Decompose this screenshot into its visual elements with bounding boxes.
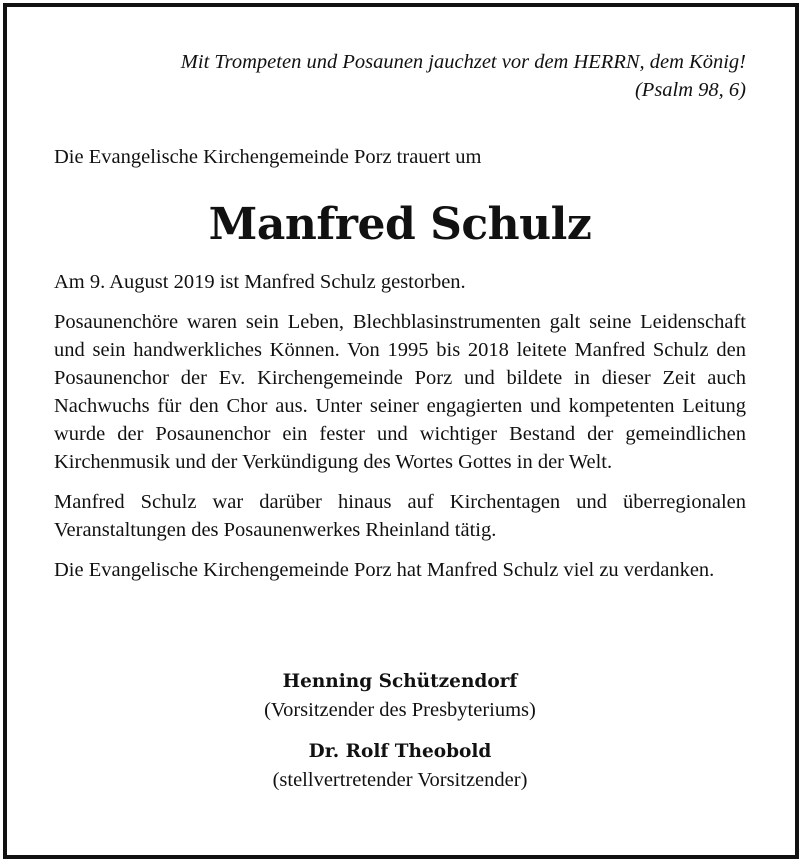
signatory-role: (Vorsitzender des Presbyteriums) — [264, 699, 536, 721]
obituary-body — [54, 268, 746, 596]
death-date-paragraph: Am 9. August 2019 ist Manfred Schulz gestorben. — [54, 271, 466, 293]
mourning-intro: Die Evangelische Kirchengemeinde Porz trauert um — [54, 146, 482, 168]
signature-block — [54, 668, 746, 808]
bible-verse-text: Mit Trompeten und Posaunen jauchzet vor dem HERRN, dem König! — [180, 51, 746, 73]
obituary-notice — [54, 48, 746, 791]
signatory-name: Henning Schützendorf — [282, 671, 518, 692]
activities-paragraph: Manfred Schulz war darüber hinaus auf Kirchentagen und überregionalen Veranstaltungen des Posaunenwerkes Rheinland tätig. — [54, 491, 746, 541]
biography-paragraph: Posaunenchöre waren sein Leben, Blechblasinstrumenten galt seine Leidenschaft und sein handwerkliches Können. Von 1995 bis 2018 leitete Manfred Schulz den Posaunenchor der Ev. Kirchengemeinde Porz und bildete in dieser Zeit auch Nachwuchs für den Chor aus. Unter seiner engagierten und kompetenten Leitung wurde der Posaunenchor ein fester und wichtiger Bestand der gemeindlichen Kirchenmusik und der Verkündigung des Wortes Gottes in der Welt. — [54, 311, 746, 473]
deceased-name: Manfred Schulz — [208, 199, 592, 250]
signatory-name: Dr. Rolf Theobold — [308, 741, 492, 762]
bible-verse-reference: (Psalm 98, 6) — [634, 79, 746, 101]
signatory-role: (stellvertretender Vorsitzender) — [272, 769, 528, 791]
bible-verse — [54, 48, 746, 104]
gratitude-paragraph: Die Evangelische Kirchengemeinde Porz hat Manfred Schulz viel zu verdanken. — [54, 559, 715, 581]
